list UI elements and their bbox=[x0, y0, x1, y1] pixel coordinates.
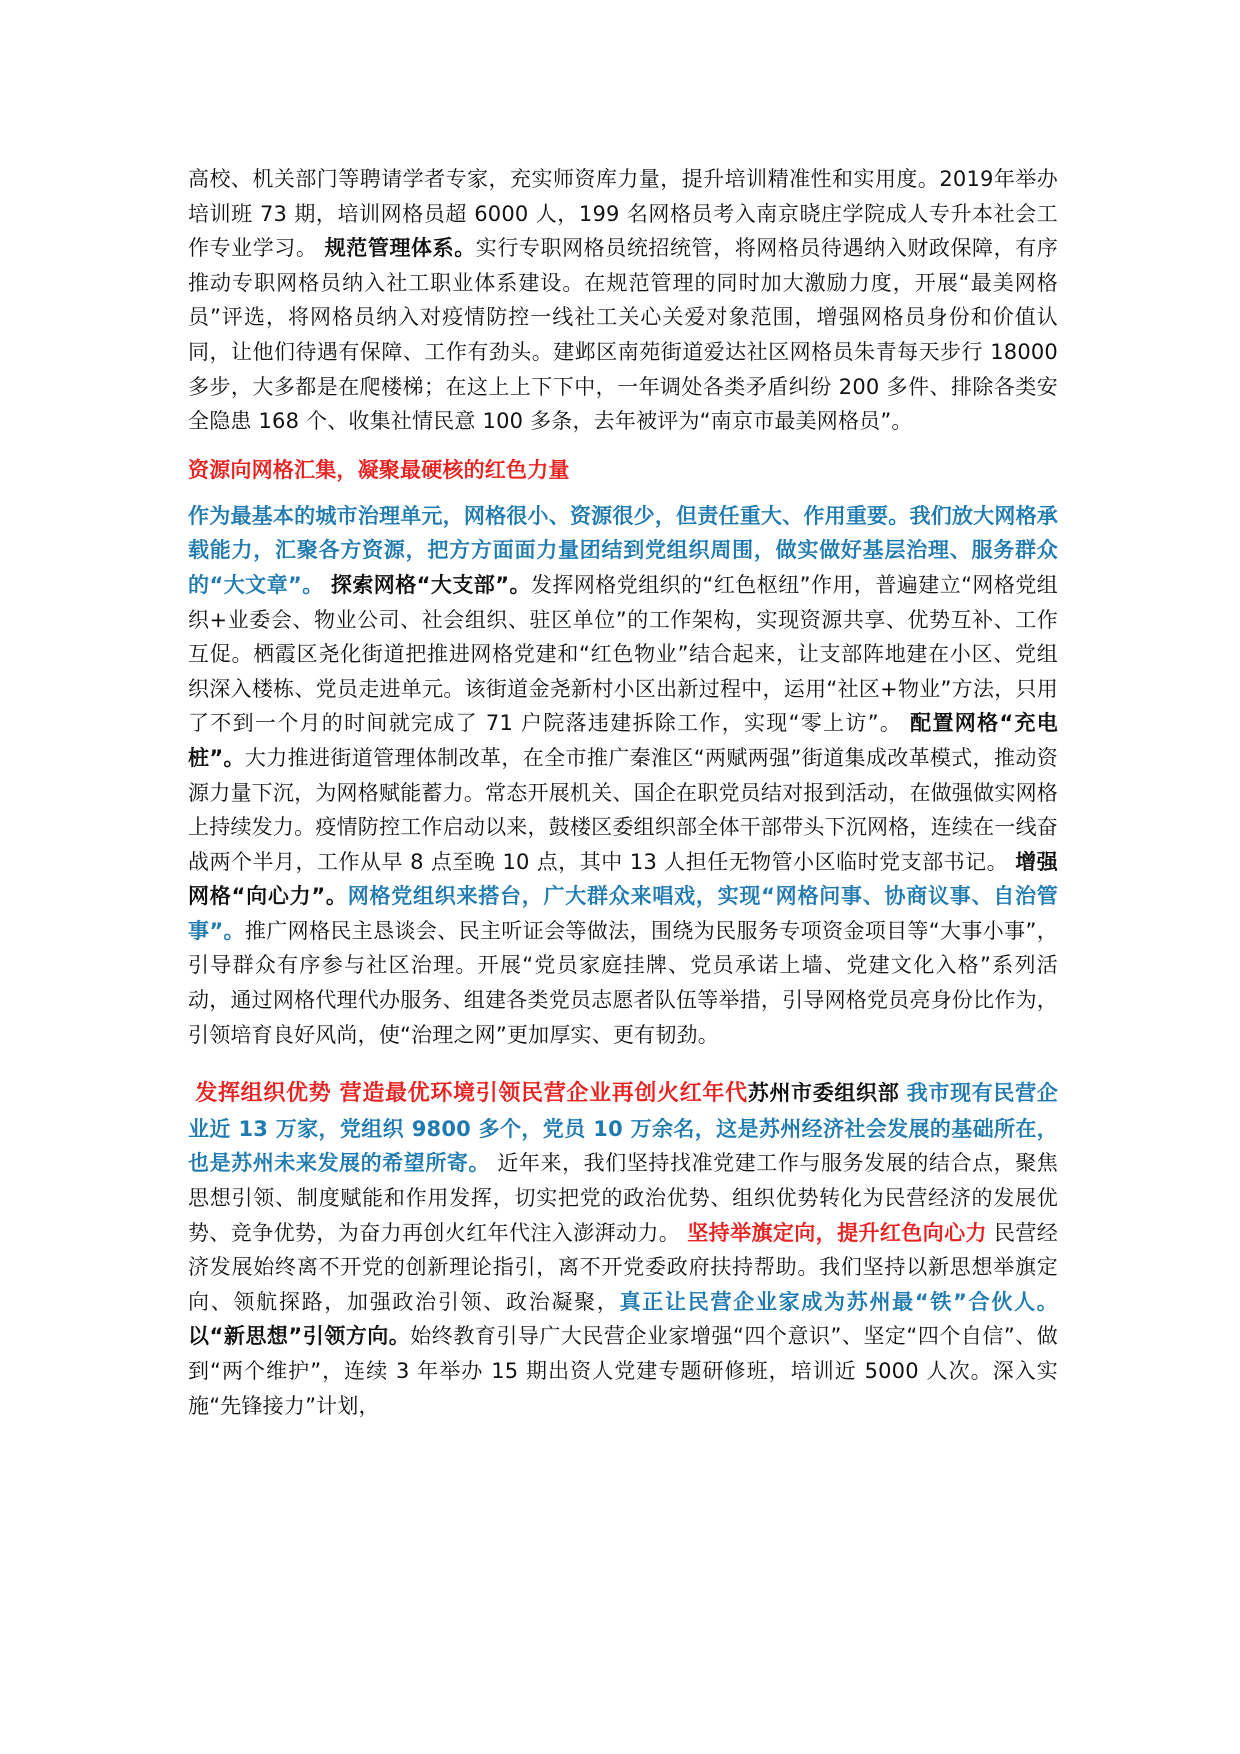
text-span: 民营经济发展始终离不开党的创新理论指引，离不开党委政府扶持帮助。我们坚持以新思想举旗定向、领航探路，加强政治引领、政治凝聚， bbox=[188, 1220, 1058, 1314]
article-title-line bbox=[188, 1081, 907, 1105]
text-span: 大力推进街道管理体制改革，在全市推广秦淮区“两赋两强”街道集成改革模式，推动资源力量下沉，为网格赋能蓄力。常态开展机关、国企在职党员结对报到活动，在做强做实网格上持续发力。疫情防控工作启动以来，鼓楼区委组织部全体干部带头下沉网格，连续在一线奋战两个半月，工作从早 8 点至晚 10 点，其中 13 人担任无物管小区临时党支部书记。 bbox=[188, 745, 1058, 874]
highlight-blue: 作为最基本的城市治理单元，网格很小、资源很少，但责任重大、作用重要。我们放大网格承载能力，汇聚各方资源，把方方面面力量团结到党组织周围，做实做好基层治理、服务群众的“大文章”。 bbox=[188, 503, 1058, 597]
document-page bbox=[188, 162, 1058, 1423]
article-author: 苏州市委组织部 bbox=[747, 1081, 900, 1106]
bold-lead-charging: 配置网格“充电桩”。 bbox=[188, 711, 1058, 770]
highlight-blue: 我市现有民营企业近 13 万家，党组织 9800 多个，党员 10 万余名，这是苏州经济社会发展的基础所在，也是苏州未来发展的希望所寄。 bbox=[188, 1081, 1058, 1176]
bold-lead-thought: 以“新思想”引领方向。 bbox=[188, 1324, 411, 1349]
paragraph-suzhou bbox=[188, 1076, 1058, 1423]
paragraph-training bbox=[188, 162, 1058, 439]
text-span: 实行专职网格员统招统管，将网格员待遇纳入财政保障，有序推动专职网格员纳入社工职业体系建设。在规范管理的同时加大激励力度，开展“最美网格员”评选，将网格员纳入对疫情防控一线社工关心关爱对象范围，增强网格员身份和价值认同，让他们待遇有保障、工作有劲头。建邺区南苑街道爱达社区网格员朱青每天步行 18000 多步，大多都是在爬楼梯；在这上上下下中，一年调处各类矛盾纠纷 200 多件、排除各类安全隐患 168 个、收集社情民意 100 多条，去年被评为“南京市最美网格员”。 bbox=[188, 236, 1058, 434]
article-title: 发挥组织优势 营造最优环境引领民营企业再创火红年代 bbox=[195, 1081, 748, 1107]
bold-lead-management: 规范管理体系。 bbox=[324, 236, 476, 261]
highlight-red: 坚持举旗定向，提升红色向心力 bbox=[687, 1220, 987, 1245]
highlight-blue: 真正让民营企业家成为苏州最“铁”合伙人。 bbox=[619, 1289, 1058, 1314]
text-span: 高校、机关部门等聘请学者专家，充实师资库力量，提升培训精准性和实用度。2019年举办培训班 73 期，培训网格员超 6000 人，199 名网格员考入南京晓庄学院成人专升本社会工作专业学习。 bbox=[188, 167, 1058, 261]
text-span: 发挥网格党组织的“红色枢纽”作用，普遍建立“网格党组织+业委会、物业公司、社会组织、驻区单位”的工作架构，实现资源共享、优势互补、工作互促。栖霞区尧化街道把推进网格党建和“红色物业”结合起来，让支部阵地建在小区、党组织深入楼栋、党员走进单元。该街道金尧新村小区出新过程中，运用“社区+物业”方法，只用了不到一个月的时间就完成了 71 户院落违建拆除工作，实现“零上访”。 bbox=[188, 572, 1058, 736]
paragraph-resources bbox=[188, 499, 1058, 1053]
text-span: 推广网格民主恳谈会、民主听证会等做法，围绕为民服务专项资金项目等“大事小事”，引导群众有序参与社区治理。开展“党员家庭挂牌、党员承诺上墙、党建文化入格”系列活动，通过网格代理代办服务、组建各类党员志愿者队伍等举措，引导网格党员亮身份比作为，引领培育良好风尚，使“治理之网”更加厚实、更有韧劲。 bbox=[188, 918, 1058, 1047]
section-heading: 资源向网格汇集，凝聚最硬核的红色力量 bbox=[188, 457, 570, 482]
bold-lead-branch: 探索网格“大支部”。 bbox=[330, 572, 531, 597]
text-span: 始终教育引导广大民营企业家增强“四个意识”、坚定“四个自信”、做到“两个维护”，连续 3 年举办 15 期出资人党建专题研修班，培训近 5000 人次。深入实施“先锋接力”计划， bbox=[188, 1324, 1058, 1418]
bold-lead-cohesion: 增强网格“向心力”。 bbox=[188, 849, 1058, 909]
highlight-blue: 网格党组织来搭台，广大群众来唱戏，实现“网格问事、协商议事、自治管事”。 bbox=[188, 884, 1058, 943]
text-span: 近年来，我们坚持找准党建工作与服务发展的结合点，聚焦思想引领、制度赋能和作用发挥，切实把党的政治优势、组织优势转化为民营经济的发展优势、竞争优势，为奋力再创火红年代注入澎湃动力。 bbox=[188, 1151, 1058, 1245]
